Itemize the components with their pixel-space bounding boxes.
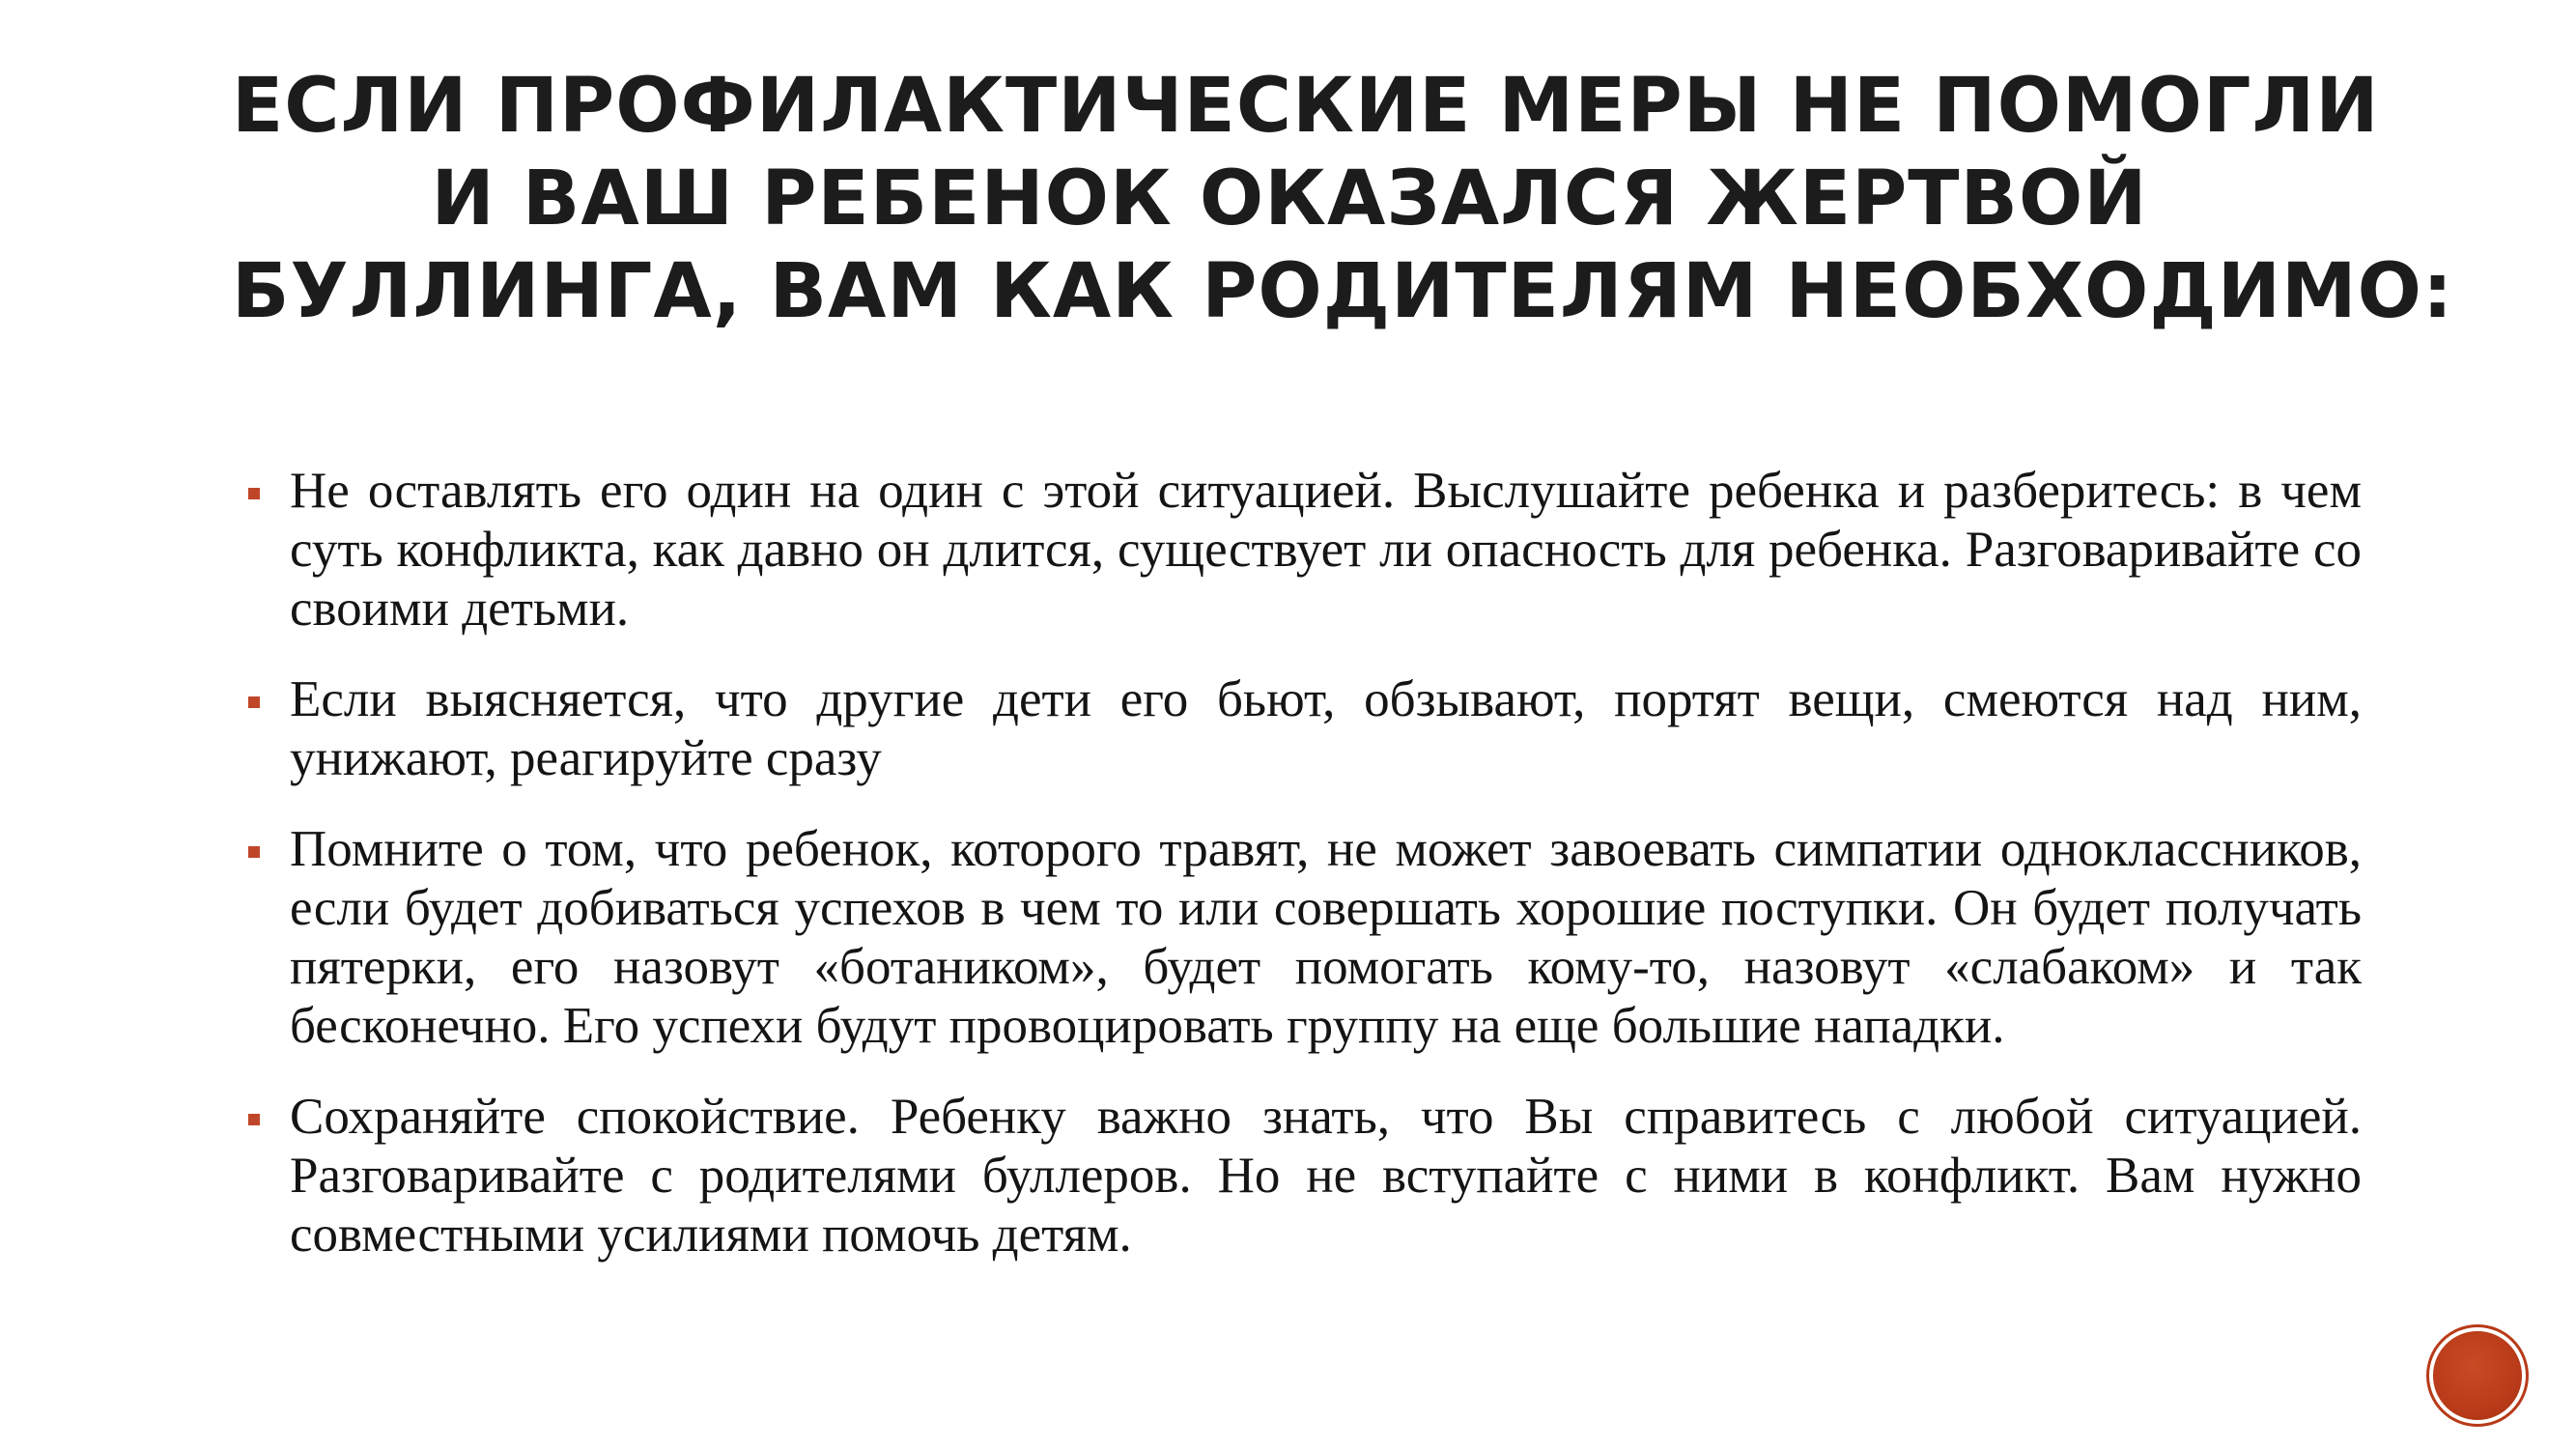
list-item: [246, 462, 2362, 639]
list-item-text: Сохраняйте спокойствие. Ребенку важно знать, что Вы справитесь с любой ситуацией. Разговаривайте с родителями буллеров. Но не вступайте с ними в конфликт. Вам нужно совместными усилиями помочь детям.: [290, 1089, 2362, 1263]
bullet-list: [246, 462, 2362, 1296]
square-bullet-icon: [248, 488, 260, 499]
square-bullet-icon: [248, 696, 260, 708]
list-item: [246, 670, 2362, 788]
square-bullet-icon: [248, 846, 260, 858]
slide-title: [232, 60, 2454, 338]
list-item: [246, 820, 2362, 1056]
title-line-3: БУЛЛИНГА, ВАМ КАК РОДИТЕЛЯМ НЕОБХОДИМО:: [232, 248, 2454, 335]
title-line-1: ЕСЛИ ПРОФИЛАКТИЧЕСКИЕ МЕРЫ НЕ ПОМОГЛИ: [232, 63, 2380, 150]
title-line-2: И ВАШ РЕБЕНОК ОКАЗАЛСЯ ЖЕРТВОЙ: [431, 156, 2148, 242]
slide-nav-circle-icon[interactable]: [2433, 1331, 2522, 1420]
list-item: [246, 1088, 2362, 1264]
list-item-text: Помните о том, что ребенок, которого травят, не может завоевать симпатии одноклассников, если будет добиваться успехов в чем то или совершать хорошие поступки. Он будет получать пятерки, его назовут «ботаником», будет помогать кому-то, назовут «слабаком» и так бесконечно. Его успехи будут провоцировать группу на еще большие нападки.: [290, 821, 2362, 1054]
square-bullet-icon: [248, 1114, 260, 1125]
list-item-text: Если выясняется, что другие дети его бьют, обзывают, портят вещи, смеются над ним, унижают, реагируйте сразу: [290, 671, 2362, 786]
list-item-text: Не оставлять его один на один с этой ситуацией. Выслушайте ребенка и разберитесь: в чем суть конфликта, как давно он длится, существует ли опасность для ребенка. Разговаривайте со своими детьми.: [290, 463, 2362, 637]
